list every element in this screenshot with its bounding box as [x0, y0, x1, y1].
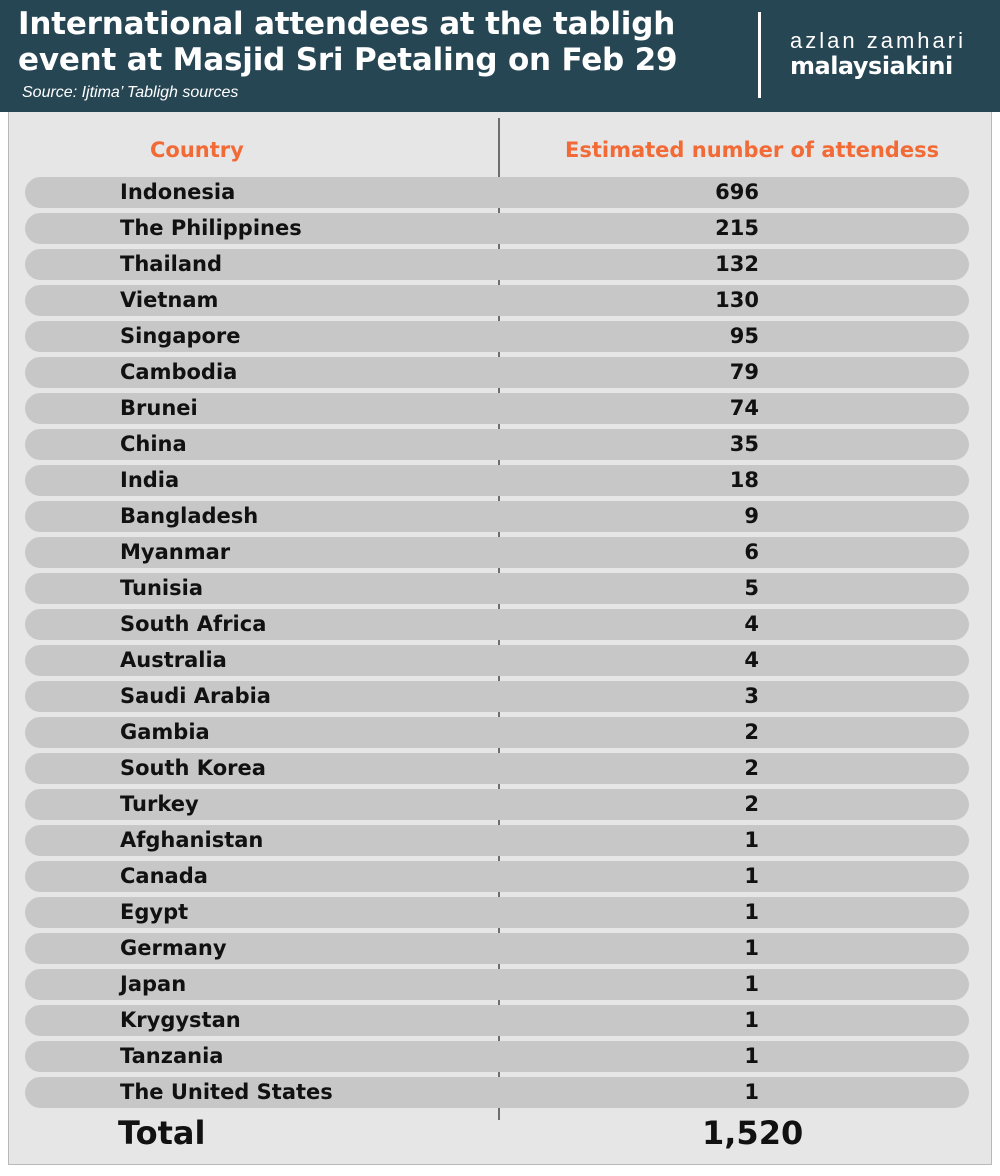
chart-title: International attendees at the tabligh event at Masjid Sri Petaling on Feb 29 — [18, 6, 678, 78]
attendee-count-cell: 1 — [744, 828, 759, 852]
attendee-count-cell: 2 — [744, 756, 759, 780]
attendee-count-cell: 130 — [715, 288, 759, 312]
header-divider — [758, 12, 761, 98]
table-row — [25, 249, 969, 280]
table-rows — [25, 177, 969, 1113]
total-value: 1,520 — [702, 1114, 804, 1152]
table-row — [25, 717, 969, 748]
country-cell: Gambia — [120, 720, 210, 744]
table-row — [25, 465, 969, 496]
country-cell: Bangladesh — [120, 504, 259, 528]
table-row — [25, 177, 969, 208]
country-cell: Japan — [120, 972, 187, 996]
table-row — [25, 1041, 969, 1072]
attendee-count-cell: 215 — [715, 216, 759, 240]
total-label: Total — [118, 1114, 206, 1152]
table-row — [25, 393, 969, 424]
column-header-attendees: Estimated number of attendess — [565, 138, 940, 162]
table-row — [25, 1005, 969, 1036]
author-credit: azlan zamhari — [790, 28, 966, 53]
country-cell: China — [120, 432, 187, 456]
country-cell: Thailand — [120, 252, 222, 276]
country-cell: The United States — [120, 1080, 333, 1104]
table-row — [25, 537, 969, 568]
table-row — [25, 285, 969, 316]
column-header-country: Country — [150, 138, 244, 162]
table-row — [25, 1077, 969, 1108]
brand-logo: malaysiakini — [790, 52, 953, 80]
country-cell: Cambodia — [120, 360, 238, 384]
attendee-count-cell: 95 — [729, 324, 759, 348]
table-row — [25, 681, 969, 712]
attendee-count-cell: 1 — [744, 900, 759, 924]
country-cell: Afghanistan — [120, 828, 264, 852]
attendee-count-cell: 2 — [744, 792, 759, 816]
table-row — [25, 753, 969, 784]
table-row — [25, 861, 969, 892]
attendee-count-cell: 3 — [744, 684, 759, 708]
table-row — [25, 321, 969, 352]
table-row — [25, 609, 969, 640]
attendee-count-cell: 35 — [729, 432, 759, 456]
country-cell: Singapore — [120, 324, 241, 348]
attendee-count-cell: 79 — [729, 360, 759, 384]
country-cell: Tunisia — [120, 576, 203, 600]
table-row — [25, 501, 969, 532]
country-cell: Australia — [120, 648, 227, 672]
attendee-count-cell: 9 — [744, 504, 759, 528]
table-row — [25, 933, 969, 964]
country-cell: Egypt — [120, 900, 189, 924]
attendee-count-cell: 1 — [744, 864, 759, 888]
attendee-count-cell: 18 — [729, 468, 759, 492]
attendee-count-cell: 1 — [744, 1044, 759, 1068]
attendee-count-cell: 1 — [744, 972, 759, 996]
attendee-count-cell: 1 — [744, 1080, 759, 1104]
country-cell: The Philippines — [120, 216, 302, 240]
country-cell: Tanzania — [120, 1044, 224, 1068]
country-cell: Canada — [120, 864, 208, 888]
table-row — [25, 645, 969, 676]
country-cell: Vietnam — [120, 288, 219, 312]
table-row — [25, 789, 969, 820]
header-banner — [0, 0, 1000, 112]
country-cell: Turkey — [120, 792, 199, 816]
table-row — [25, 897, 969, 928]
attendee-count-cell: 6 — [744, 540, 759, 564]
country-cell: Indonesia — [120, 180, 236, 204]
attendee-count-cell: 4 — [744, 612, 759, 636]
attendee-count-cell: 1 — [744, 936, 759, 960]
table-row — [25, 969, 969, 1000]
attendee-count-cell: 2 — [744, 720, 759, 744]
table-row — [25, 213, 969, 244]
attendee-count-cell: 4 — [744, 648, 759, 672]
table-row — [25, 573, 969, 604]
country-cell: Germany — [120, 936, 227, 960]
source-note: Source: Ijtima’ Tabligh sources — [22, 84, 239, 101]
attendee-count-cell: 5 — [744, 576, 759, 600]
attendee-count-cell: 132 — [715, 252, 759, 276]
attendee-count-cell: 74 — [729, 396, 759, 420]
country-cell: Saudi Arabia — [120, 684, 271, 708]
country-cell: India — [120, 468, 180, 492]
country-cell: South Korea — [120, 756, 266, 780]
country-cell: Brunei — [120, 396, 198, 420]
table-row — [25, 429, 969, 460]
country-cell: Krygystan — [120, 1008, 241, 1032]
attendee-count-cell: 1 — [744, 1008, 759, 1032]
table-row — [25, 357, 969, 388]
attendee-count-cell: 696 — [715, 180, 759, 204]
country-cell: South Africa — [120, 612, 267, 636]
country-cell: Myanmar — [120, 540, 231, 564]
table-row — [25, 825, 969, 856]
